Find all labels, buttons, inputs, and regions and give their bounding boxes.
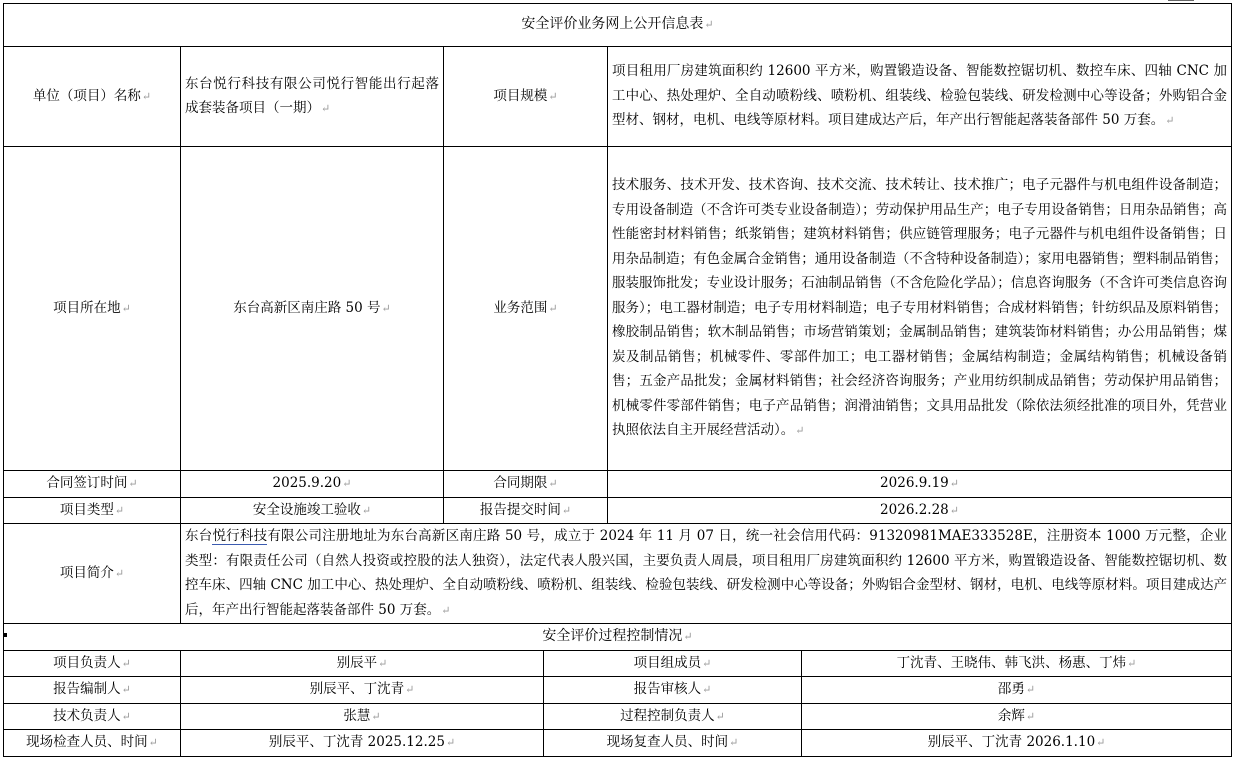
team-members-label: 项目组成员 ↵	[544, 650, 802, 677]
page-title: 安全评价业务网上公开信息表 ↵	[4, 4, 1232, 47]
unit-name-label: 单位（项目）名称 ↵	[4, 47, 181, 147]
report-author-value: 别辰平、丁沈青 ↵	[181, 677, 544, 704]
process-section-title: 安全评价过程控制情况 ↵	[4, 624, 1232, 650]
site-inspection-label: 现场检查人员、时间 ↵	[4, 730, 181, 757]
project-leader-value: 别辰平 ↵	[181, 650, 544, 677]
report-date-value: 2026.2.28 ↵	[608, 497, 1232, 524]
project-leader-label: 项目负责人 ↵	[4, 650, 181, 677]
site-reinspection-value: 别辰平、丁沈青 2026.1.10 ↵	[802, 730, 1232, 757]
paragraph-marker	[3, 633, 7, 637]
process-control-lead-value: 余辉 ↵	[802, 703, 1232, 730]
process-control-table	[3, 624, 1232, 757]
table-row	[4, 703, 1232, 730]
table-row	[4, 730, 1232, 757]
unit-name-value: 东台悦行科技有限公司悦行智能出行起落成套装备项目（一期） ↵	[181, 47, 444, 147]
company-name-link[interactable]: 悦行科技	[212, 528, 268, 544]
table-row	[4, 650, 1232, 677]
project-type-value: 安全设施竣工验收 ↵	[181, 497, 444, 524]
report-reviewer-label: 报告审核人 ↵	[544, 677, 802, 704]
business-scope-value: 技术服务、技术开发、技术咨询、技术交流、技术转让、技术推广；电子元器件与机电组件设备制造；专用设备制造（不含许可类专业设备制造）；劳动保护用品生产；电子专用设备销售；日用杂品销售；高性能密封材料销售；纸浆销售；建筑材料销售；供应链管理服务；电子元器件与机电组件设备销售；日用杂品制造；有色金属合金销售；通用设备制造（不含特种设备制造）；家用电器销售；塑料制品销售；服装服饰批发；专业设计服务；石油制品销售（不含危险化学品）；信息咨询服务（不含许可类信息咨询服务）；电工器材制造；电子专用材料制造；电子专用材料销售；合成材料销售；针纺织品及原料销售；橡胶制品销售；软木制品销售；市场营销策划；金属制品销售；建筑装饰材料销售；办公用品销售；煤炭及制品销售；机械零件、零部件加工；电工器材销售；金属结构制造；金属结构销售；机械设备销售；五金产品批发；金属材料销售；社会经济咨询服务；产业用纺织制成品销售；劳动保护用品销售；机械零件零部件销售；电子产品销售；润滑油销售；文具用品批发（除依法须经批准的项目外，凭营业执照依法自主开展经营活动）。 ↵	[608, 147, 1232, 471]
main-info-table	[3, 3, 1232, 624]
project-type-label: 项目类型 ↵	[4, 497, 181, 524]
report-author-label: 报告编制人 ↵	[4, 677, 181, 704]
tech-lead-value: 张慧 ↵	[181, 703, 544, 730]
report-date-label: 报告提交时间 ↵	[444, 497, 608, 524]
table-row	[4, 677, 1232, 704]
contract-period-label: 合同期限 ↵	[444, 471, 608, 498]
contract-date-value: 2025.9.20 ↵	[181, 471, 444, 498]
site-inspection-value: 别辰平、丁沈青 2025.12.25 ↵	[181, 730, 544, 757]
project-intro-label: 项目简介 ↵	[4, 524, 181, 624]
contract-date-label: 合同签订时间 ↵	[4, 471, 181, 498]
site-reinspection-label: 现场复查人员、时间 ↵	[544, 730, 802, 757]
process-control-lead-label: 过程控制负责人 ↵	[544, 703, 802, 730]
location-label: 项目所在地 ↵	[4, 147, 181, 471]
top-edge-line	[1168, 0, 1194, 1]
info-form	[3, 3, 1231, 757]
tech-lead-label: 技术负责人 ↵	[4, 703, 181, 730]
location-value: 东台高新区南庄路 50 号 ↵	[181, 147, 444, 471]
report-reviewer-value: 邵勇 ↵	[802, 677, 1232, 704]
project-scale-label: 项目规模 ↵	[444, 47, 608, 147]
project-intro-value: 东台悦行科技有限公司注册地址为东台高新区南庄路 50 号，成立于 2024 年 11 月 07 日，统一社会信用代码：91320981MAE333528E，注册资本 1000 万元整，企业类型：有限责任公司（自然人投资或控股的法人独资），法定代表人殷兴国，主要负责人周晨，项目租用厂房建筑面积约 12600 平方米，购置锻造设备、智能数控锯切机、数控车床、四轴 CNC 加工中心、热处理炉、全自动喷粉线、喷粉机、组装线、检验包装线、研发检测中心等设备；外购铝合金型材、钢材，电机、电线等原材料。项目建成达产后，年产出行智能起落装备部件 50 万套。 ↵	[181, 524, 1232, 624]
business-scope-label: 业务范围 ↵	[444, 147, 608, 471]
project-scale-value: 项目租用厂房建筑面积约 12600 平方米，购置锻造设备、智能数控锯切机、数控车床、四轴 CNC 加工中心、热处理炉、全自动喷粉线、喷粉机、组装线、检验包装线、研发检测中心等设备；外购铝合金型材、钢材，电机、电线等原材料。项目建成达产后，年产出行智能起落装备部件 50 万套。 ↵	[608, 47, 1232, 147]
contract-period-value: 2026.9.19 ↵	[608, 471, 1232, 498]
team-members-value: 丁沈青、王晓伟、韩飞洪、杨惠、丁炜 ↵	[802, 650, 1232, 677]
